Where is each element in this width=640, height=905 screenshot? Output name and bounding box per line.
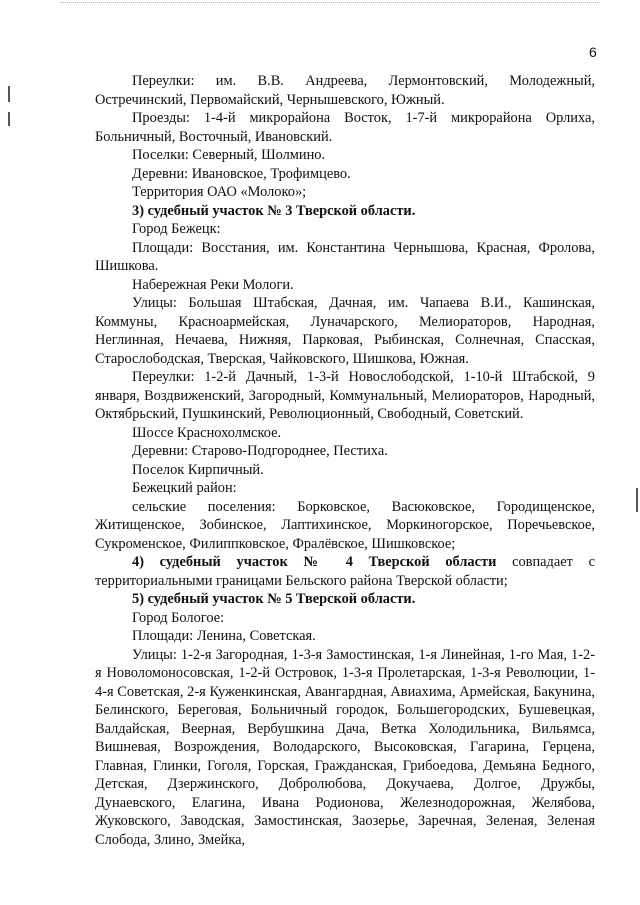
scan-edge-mark [8, 112, 10, 126]
page-number: 6 [589, 44, 597, 60]
paragraph: Бежецкий район: [132, 480, 237, 496]
scan-artifact-top [60, 2, 600, 6]
document-body [95, 72, 595, 849]
scan-edge-mark [636, 488, 638, 512]
paragraph-text: совпадает с территориальными границами Бельского района Тверской области; [95, 554, 595, 589]
section-heading-text: 4) судебный участок № 4 Тверской области [132, 554, 497, 570]
paragraph: Переулки: 1-2-й Дачный, 1-3-й Новослободской, 1-10-й Штабской, 9 января, Воздвиженский, Загородный, Коммунальный, Мелиораторов, Народный, Октябрьский, Пушкинский, Революционный, Свободный, Советский. [95, 369, 595, 422]
scan-edge-mark [8, 86, 10, 102]
paragraph: сельские поселения: Борковское, Васюковское, Городищенское, Житищенское, Зобинское, Лаптихинское, Моркиногорское, Поречьевское, Сукроменское, Филиппковское, Фралёвское, Шишковское; [95, 498, 595, 552]
paragraph: Деревни: Ивановское, Трофимцево. [132, 165, 351, 182]
section-heading-text: 5) судебный участок № 5 Тверской области. [132, 591, 416, 607]
section-heading [95, 202, 595, 221]
section-heading [95, 590, 595, 609]
paragraph: Город Бежецк: [132, 221, 221, 237]
paragraph: Переулки: им. В.В. Андреева, Лермонтовский, Молодежный, Остречинский, Первомайский, Чернышевского, Южный. [95, 73, 595, 108]
paragraph: Площади: Восстания, им. Константина Чернышова, Красная, Фролова, Шишкова. [95, 239, 595, 274]
paragraph: Улицы: Большая Штабская, Дачная, им. Чапаева В.И., Кашинская, Коммуны, Красноармейская, Луначарского, Мелиораторов, Народная, Неглинная, Нечаева, Нижняя, Парковая, Рыбинская, Солнечная, Спасская, Старослободская, Тверская, Чайковского, Шишкова, Южная. [95, 295, 595, 367]
section-heading-text: 3) судебный участок № 3 Тверской области. [132, 202, 416, 219]
paragraph [95, 553, 595, 590]
paragraph: Набережная Реки Мологи. [132, 276, 294, 293]
paragraph: Шоссе Краснохолмское. [132, 424, 282, 441]
paragraph: Поселки: Северный, Шолмино. [132, 147, 326, 163]
paragraph: Деревни: Старово-Подгороднее, Пестиха. [132, 443, 388, 459]
paragraph: Проезды: 1-4-й микрорайона Восток, 1-7-й микрорайона Орлиха, Больничный, Восточный, Ивановский. [95, 110, 595, 145]
paragraph: Территория ОАО «Молоко»; [132, 184, 307, 200]
paragraph: Город Бологое: [132, 609, 225, 626]
paragraph: Площади: Ленина, Советская. [132, 628, 316, 644]
paragraph: Поселок Кирпичный. [132, 461, 264, 478]
paragraph: Улицы: 1-2-я Загородная, 1-3-я Замостинская, 1-я Линейная, 1-го Мая, 1-2-я Новоломоносовская, 1-2-й Островок, 1-3-я Пролетарская, 1-3-я Революции, 1-4-я Советская, 2-я Куженкинская, Авангардная, Авиахима, Армейская, Бакунина, Белинского, Береговая, Больничный городок, Большегородских, Бушевецкая, Валдайская, Веерная, Вербушкина Дача, Ветка Холодильника, Вильямса, Вишневая, Возрождения, Володарского, Высоковская, Гагарина, Герцена, Главная, Глинки, Гоголя, Горская, Гражданская, Грибоедова, Демьяна Бедного, Детская, Дзержинского, Добролюбова, Докучаева, Долгое, Дружбы, Дунаевского, Елагина, Ивана Родионова, Железнодорожная, Желябова, Жуковского, Заводская, Замостинская, Заозерье, Заречная, Зеленая, Зеленая Слобода, Злино, Змейка, [95, 646, 595, 848]
